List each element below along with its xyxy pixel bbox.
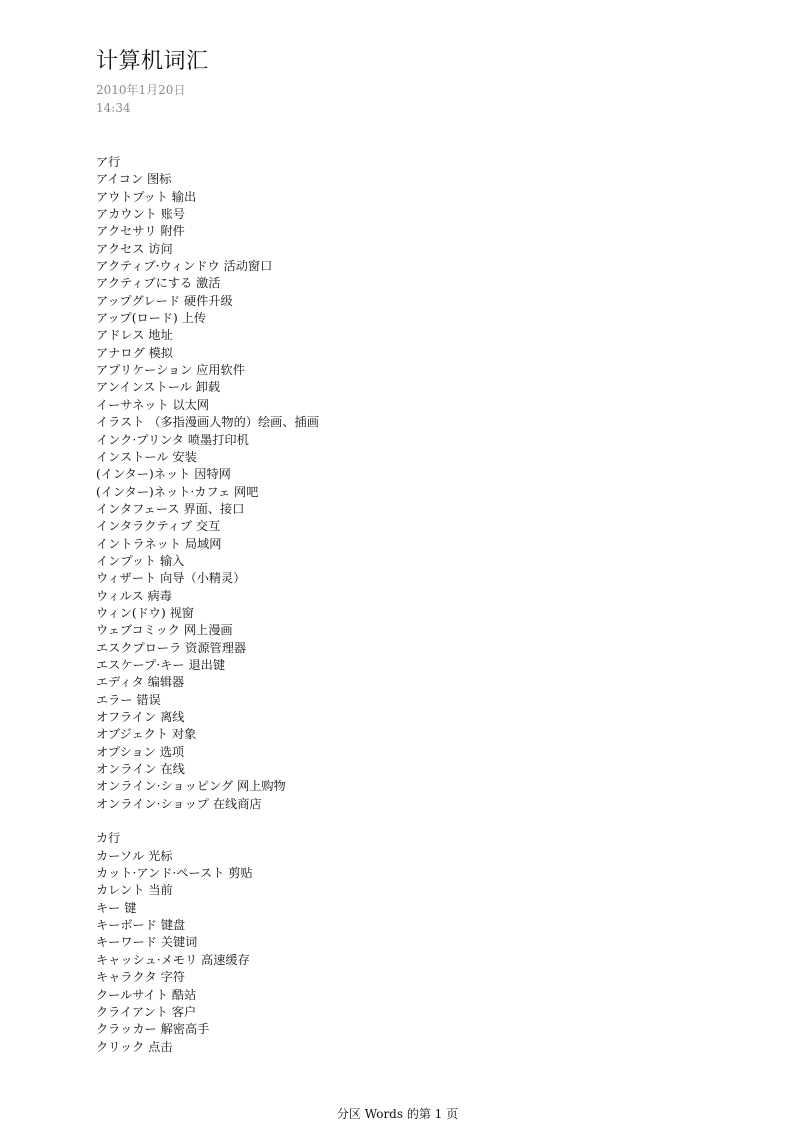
vocabulary-entry: キー 键 [96, 900, 137, 915]
vocabulary-entry: エディタ 编辑器 [96, 675, 185, 690]
vocabulary-entry: アイコン 图标 [96, 172, 172, 187]
vocabulary-entry: オンライン·ショッピング 网上购物 [96, 779, 286, 794]
vocabulary-entry: エラー 错误 [96, 692, 161, 707]
vocabulary-entry: アクセサリ 附件 [96, 224, 185, 239]
vocabulary-entry: インタフェース 界面、接口 [96, 501, 245, 516]
vocabulary-entry: イントラネット 局域网 [96, 536, 222, 551]
vocabulary-entry: ウィン(ドウ) 视窗 [96, 605, 194, 620]
vocabulary-entry: クールサイト 酷站 [96, 987, 197, 1002]
vocabulary-entry: オフライン 离线 [96, 710, 185, 724]
vocabulary-entry: アカウント 账号 [96, 207, 186, 222]
vocabulary-entry: アウトプット 输出 [96, 189, 197, 204]
vocabulary-entry: インク·プリンタ 喷墨打印机 [96, 432, 249, 447]
vocabulary-entry: イーサネット 以太网 [96, 397, 210, 412]
vocabulary-entry: アクティブにする 激活 [96, 276, 221, 291]
vocabulary-entry: アップグレード 硬件升级 [96, 293, 233, 308]
vocabulary-entry: ウェブコミック 网上漫画 [96, 623, 233, 638]
vocabulary-entry: アドレス 地址 [96, 328, 173, 343]
vocabulary-entry: オンライン·ショップ 在线商店 [96, 796, 262, 811]
vocabulary-entry: ウィルス 病毒 [96, 588, 172, 603]
vocabulary-entry: アプリケーション 应用软件 [96, 363, 245, 378]
vocabulary-entry: キャラクタ 字符 [96, 970, 185, 985]
vocabulary-entry: インストール 安装 [96, 449, 197, 464]
vocabulary-entry: アクティブ·ウィンドウ 活动窗口 [96, 259, 273, 274]
vocabulary-entry: インタラクティブ 交互 [96, 519, 221, 534]
vocabulary-entry: エスクプローラ 资源管理器 [96, 640, 247, 655]
vocabulary-entry: オプション 选项 [96, 744, 185, 759]
vocabulary-entry: アクセス 访问 [96, 241, 173, 256]
vocabulary-entry: アップ(ロード) 上传 [96, 311, 207, 326]
section-a-row [96, 154, 716, 813]
vocabulary-entry: オンライン 在线 [96, 762, 185, 777]
vocabulary-entry: クリック 点击 [96, 1039, 173, 1054]
section-heading: カ行 [96, 831, 121, 846]
vocabulary-entry: キーボード 键盘 [96, 918, 186, 933]
vocabulary-entry: (インター)ネット 因特网 [96, 467, 231, 482]
vocabulary-entry: クラッカー 解密高手 [96, 1022, 210, 1037]
vocabulary-entry: アンインストール 卸载 [96, 380, 221, 395]
page-footer: 分区 Words 的第 1 页 [336, 1107, 459, 1121]
vocabulary-entry: エスケープ·キー 退出键 [96, 657, 226, 672]
vocabulary-entry: イラスト （多指漫画人物的）绘画、插画 [96, 415, 319, 430]
section-ka-row [96, 830, 716, 1055]
vocabulary-entry: カレント 当前 [96, 883, 173, 898]
vocabulary-entry: カット·アンド·ペースト 剪贴 [96, 866, 253, 881]
vocabulary-entry: キャッシュ·メモリ 高速缓存 [96, 952, 250, 967]
vocabulary-entry: (インター)ネット·カフェ 网吧 [96, 484, 259, 499]
vocabulary-entry: ウィザート 向导（小精灵） [96, 571, 246, 586]
vocabulary-entry: キーワード 关键词 [96, 935, 198, 950]
vocabulary-entry: クライアント 客户 [96, 1004, 197, 1019]
document-time: 14:34 [96, 101, 131, 115]
vocabulary-entry: インプット 输入 [96, 553, 185, 568]
vocabulary-entry: アナログ 模拟 [96, 345, 173, 360]
vocabulary-entry: カーソル 光标 [96, 848, 173, 863]
vocabulary-entry: オブジェクト 对象 [96, 727, 197, 742]
vocabulary-content [96, 154, 716, 1056]
section-heading: ア行 [96, 155, 121, 169]
page-title: 计算机词汇 [96, 49, 209, 74]
document-date: 2010年1月20日 [96, 83, 186, 97]
